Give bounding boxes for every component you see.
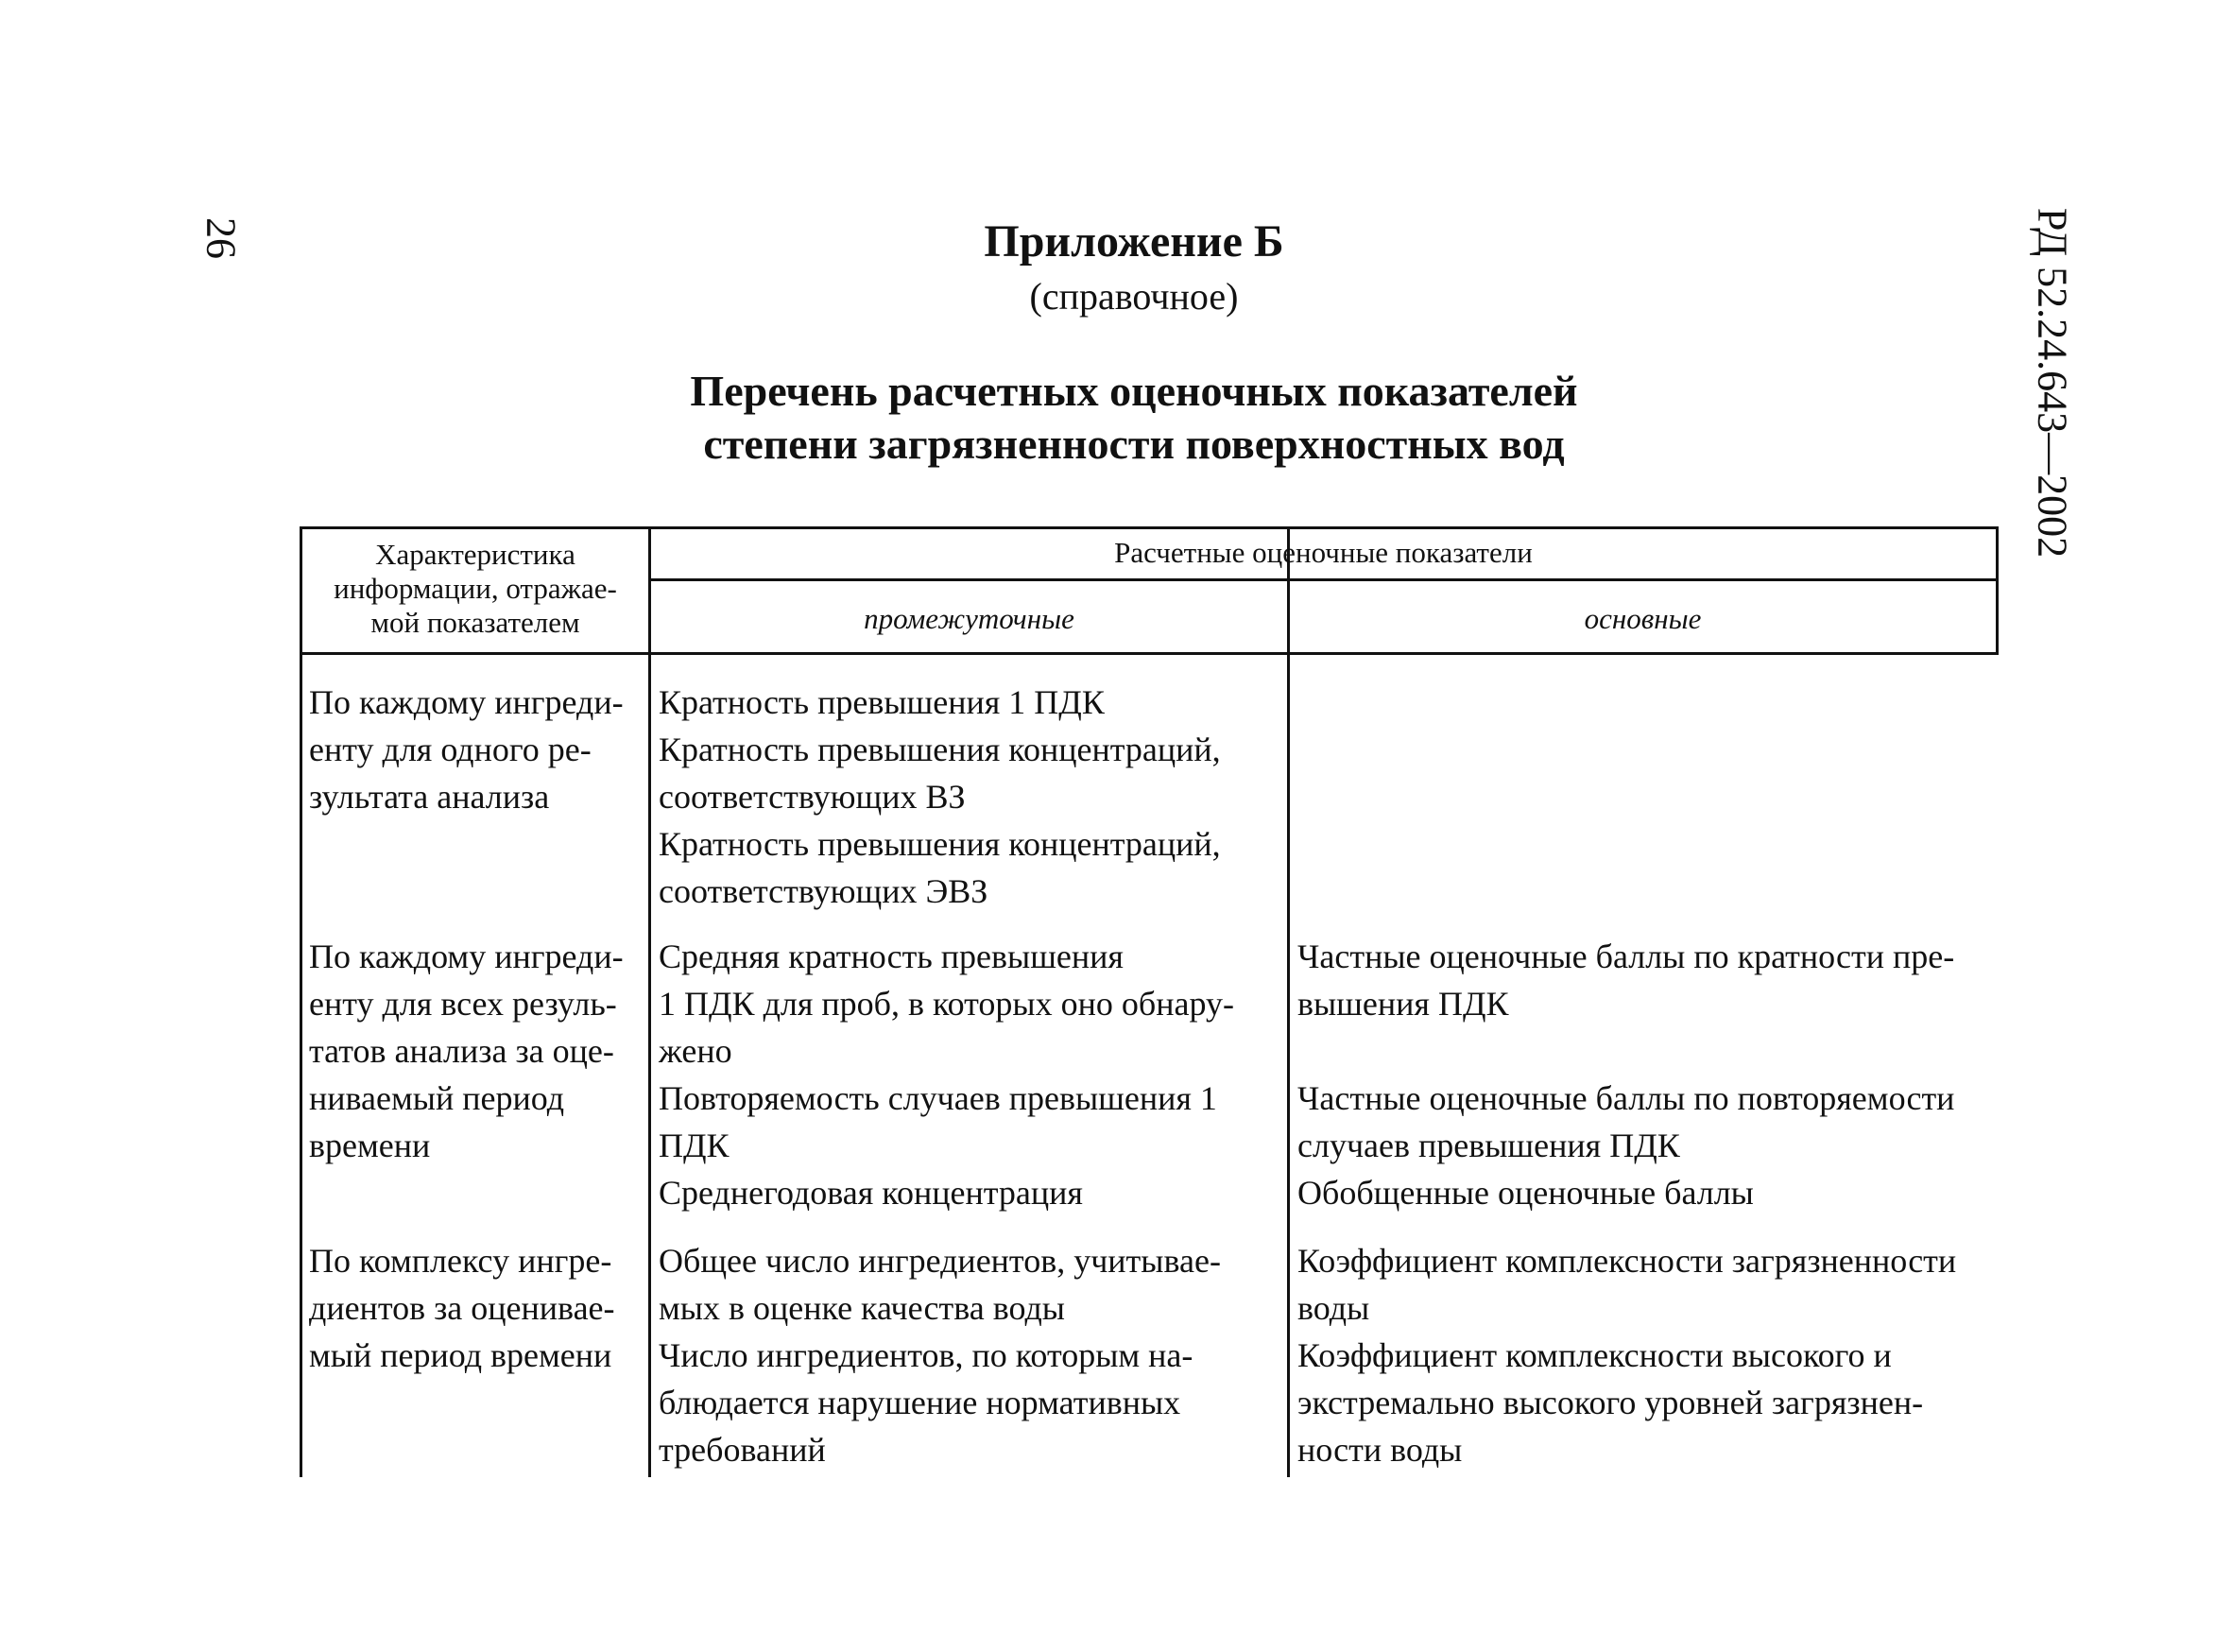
cell-line: Среднегодовая концентрация xyxy=(659,1174,1083,1212)
row-3-characteristic xyxy=(309,1237,615,1379)
header-bottom-rule xyxy=(300,652,1999,655)
cell-line: Кратность превышения концентраций, xyxy=(659,825,1221,863)
indicators-table xyxy=(300,526,1997,1477)
cell-line: Коэффициент комплексности загрязненности xyxy=(1297,1242,1957,1280)
row-1-intermediate xyxy=(659,679,1221,915)
appendix-subtitle: (справочное) xyxy=(1029,275,1239,318)
cell-line: Кратность превышения концентраций, xyxy=(659,731,1221,768)
header-main: основные xyxy=(1584,602,1702,635)
cell-line: соответствующих ВЗ xyxy=(659,778,966,816)
table-border-right xyxy=(1996,526,1999,654)
cell-line: татов анализа за оце- xyxy=(309,1032,614,1070)
cell-line: Частные оценочные баллы по кратности пре- xyxy=(1297,938,1955,975)
cell-line: 1 ПДК для проб, в которых оно обнару- xyxy=(659,985,1234,1023)
row-1-characteristic xyxy=(309,679,624,820)
header-characteristic-line: Характеристика xyxy=(375,538,575,571)
document-code: РД 52.24.643—2002 xyxy=(2029,207,2076,559)
header-group: Расчетные оценочные показатели xyxy=(1114,536,1533,569)
list-title xyxy=(0,365,2232,471)
cell-line: енту для всех резуль- xyxy=(309,985,617,1023)
cell-line: Кратность превышения 1 ПДК xyxy=(659,683,1105,721)
row-3-intermediate xyxy=(659,1237,1221,1473)
header-characteristic-line: мой показателем xyxy=(370,606,580,639)
cell-line: Средняя кратность превышения xyxy=(659,938,1124,975)
cell-line: вышения ПДК xyxy=(1297,985,1509,1023)
cell-line xyxy=(1297,1027,1954,1075)
row-2-intermediate xyxy=(659,933,1234,1216)
table-border-top xyxy=(300,526,1999,529)
cell-line: Частные оценочные баллы по повторяемости xyxy=(1297,1079,1955,1117)
table-divider-1 xyxy=(648,526,651,1477)
header-characteristic-line: информации, отражае- xyxy=(334,572,617,605)
cell-line: енту для одного ре- xyxy=(309,731,592,768)
cell-line: требований xyxy=(659,1431,826,1469)
cell-line: По каждому ингреди- xyxy=(309,683,624,721)
appendix-title: Приложение Б xyxy=(984,216,1284,267)
cell-line: ности воды xyxy=(1297,1431,1463,1469)
cell-line: Число ингредиентов, по которым на- xyxy=(659,1336,1193,1374)
cell-line: воды xyxy=(1297,1289,1370,1327)
cell-line: ПДК xyxy=(659,1127,730,1164)
cell-line: жено xyxy=(659,1032,732,1070)
table-border-left xyxy=(300,526,302,1477)
header-intermediate: промежуточные xyxy=(864,602,1074,635)
cell-line: По комплексу ингре- xyxy=(309,1242,612,1280)
cell-line: мый период времени xyxy=(309,1336,612,1374)
header-subdivider xyxy=(648,578,1999,581)
header-characteristic xyxy=(302,538,648,640)
row-2-main xyxy=(1297,933,1954,1216)
page-number: 26 xyxy=(197,217,245,259)
list-title-line: степени загрязненности поверхностных вод xyxy=(703,420,1565,468)
cell-line: ниваемый период xyxy=(309,1079,565,1117)
cell-line: мых в оценке качества воды xyxy=(659,1289,1065,1327)
cell-line: По каждому ингреди- xyxy=(309,938,624,975)
cell-line: Общее число ингредиентов, учитывае- xyxy=(659,1242,1221,1280)
cell-line: зультата анализа xyxy=(309,778,550,816)
row-2-characteristic xyxy=(309,933,624,1169)
table-divider-2 xyxy=(1287,526,1290,1477)
cell-line: Коэффициент комплексности высокого и xyxy=(1297,1336,1892,1374)
cell-line: времени xyxy=(309,1127,431,1164)
cell-line: Повторяемость случаев превышения 1 xyxy=(659,1079,1217,1117)
cell-line: случаев превышения ПДК xyxy=(1297,1127,1680,1164)
row-3-main xyxy=(1297,1237,1956,1473)
cell-line: Обобщенные оценочные баллы xyxy=(1297,1174,1754,1212)
cell-line: блюдается нарушение нормативных xyxy=(659,1384,1181,1421)
list-title-line: Перечень расчетных оценочных показателей xyxy=(690,367,1578,415)
cell-line: соответствующих ЭВЗ xyxy=(659,872,988,910)
cell-line: диентов за оценивае- xyxy=(309,1289,615,1327)
cell-line: экстремально высокого уровней загрязнен- xyxy=(1297,1384,1924,1421)
